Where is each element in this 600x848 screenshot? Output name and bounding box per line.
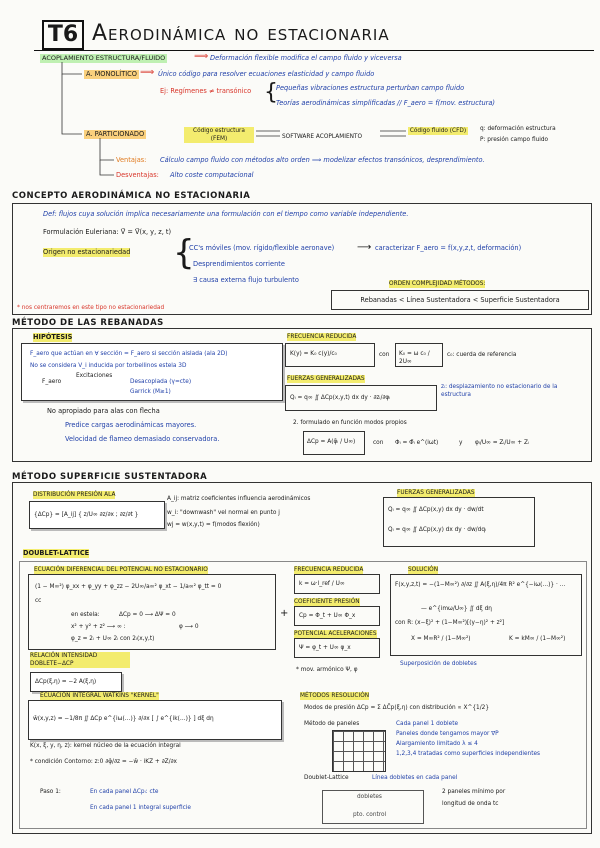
concept-title: CONCEPTO AERODINÁMICA NO ESTACIONARIA bbox=[12, 191, 251, 201]
order-box: Rebanadas < Línea Sustentadora < Superficie Sustentadora bbox=[331, 290, 589, 310]
plus-sign: + bbox=[280, 608, 289, 619]
f-aero-label: F_aero bbox=[42, 379, 62, 385]
pot-box bbox=[294, 638, 380, 658]
sol-2: — e^{imω/U∞} ∬ dξ dη bbox=[421, 606, 492, 612]
harm-note: * mov. armónico Ψ, φ bbox=[296, 667, 358, 673]
bullet-2: 2. formulado en función modos propios bbox=[293, 420, 407, 426]
m1: Modos de presión ΔCp = Σ ΔĈp(ξ,η) con distribución ∝ X^{1/2} bbox=[304, 705, 490, 711]
regimes-bullet-1: Pequeñas vibraciones estructura perturban campo fluido bbox=[276, 84, 465, 92]
advantages-label: Ventajas: bbox=[116, 156, 147, 164]
chapter-code: T6 bbox=[42, 20, 84, 50]
concept-box bbox=[12, 203, 592, 315]
hyp-box bbox=[21, 343, 283, 401]
paso-1-a: En cada panel ΔCpᵢ: cte bbox=[90, 789, 159, 795]
sol-3: con R: (x−ξ)² + (1−M∞²)[(y−η)² + z²] bbox=[395, 620, 505, 626]
relation-box bbox=[30, 672, 122, 692]
coef-box bbox=[294, 606, 380, 626]
pot-title: POTENCIAL ACELERACIONES bbox=[294, 631, 377, 637]
paso-1: Paso 1: bbox=[40, 789, 61, 795]
strips-note-3: Velocidad de flameo demasiado conservadora. bbox=[65, 435, 220, 443]
delta-cp: ΔCp = A(φ̄ᵢ / U∞) bbox=[307, 439, 356, 445]
delta-cp-box bbox=[303, 431, 365, 455]
aij-2: w_i: "downwash" vel normal en punto j bbox=[167, 510, 280, 516]
code-struct: Código estructura (FEM) bbox=[184, 127, 254, 143]
regimes-label: Ej: Regímenes ≠ transónico bbox=[160, 87, 252, 95]
m2: Método de paneles bbox=[304, 721, 360, 727]
concept-note: * nos centraremos en este tipo no estacionariedad bbox=[17, 305, 165, 311]
freq-k0-box bbox=[395, 343, 443, 367]
monolithic-desc: Único código para resolver ecuaciones elasticidad y campo fluido bbox=[158, 70, 375, 78]
relation-title: RELACIÓN INTENSIDAD DOBLETE−ΔCP bbox=[30, 652, 130, 668]
panel-grid bbox=[332, 730, 386, 772]
page-title: Aerodinámica no estacionaria bbox=[92, 21, 390, 46]
origin-1-arrow: ⟶ bbox=[357, 242, 372, 253]
watkins-eq: w̄(x,y,z) = −1/8π ∬ ΔCp e^{iω(…)} ∂/∂x [ ∫ e^{ik(…)} ] dξ dη bbox=[33, 716, 214, 722]
monolithic-arrow: ⟹ bbox=[140, 67, 155, 78]
concept-lagrangian: Formulación Euleriana: V⃗ = V⃗(x, y, z, t) bbox=[43, 228, 172, 236]
eq-formula: (1 − M∞²) φ_xx + φ_yy + φ_zz − 2U∞/a∞² φ_xt − 1/a∞² φ_tt = 0 bbox=[35, 584, 222, 590]
watkins-box bbox=[28, 700, 282, 740]
order-label: ORDEN COMPLEJIDAD MÉTODOS: bbox=[389, 281, 486, 287]
coef: Cp = Φ_t + U∞ Φ_x bbox=[299, 613, 356, 619]
eq-title: ECUACIÓN DIFERENCIAL DEL POTENCIAL NO ESTACIONARIO bbox=[34, 567, 208, 573]
eq-box bbox=[28, 574, 276, 650]
lift-q1: Qᵢ = q∞ ∬ ΔCp(x,y) dx dy · dw/dt bbox=[388, 507, 484, 513]
relation: ΔCp(ξ,η) = −2 A(ξ,η) bbox=[35, 679, 97, 685]
strips-note-2: Predice cargas aerodinámicas mayores. bbox=[65, 421, 197, 429]
lifting-box bbox=[12, 482, 592, 834]
aij-3: wj = w(x,y,t) = f(modos flexión) bbox=[167, 522, 260, 528]
sol-4: X = M∞R² / (1−M∞²) bbox=[411, 636, 471, 642]
lattice-sketch bbox=[322, 790, 424, 824]
phi-def: Φᵢ = Φ̄ᵢ e^(iωt) bbox=[395, 440, 439, 446]
methods-title: MÉTODOS RESOLUCIÓN bbox=[300, 693, 370, 699]
software-coupling: SOFTWARE ACOPLAMIENTO bbox=[282, 134, 363, 140]
lifting-title: MÉTODO SUPERFICIE SUSTENTADORA bbox=[12, 472, 208, 482]
strips-box bbox=[12, 328, 592, 462]
excitations-label: Excitaciones bbox=[76, 373, 113, 379]
peso-label: Desacoplada (γ=cte) bbox=[130, 379, 192, 385]
freq-title: FRECUENCIA REDUCIDA bbox=[287, 334, 357, 340]
origin-1: CC's móviles (mov. rígido/flexible aeronave) bbox=[189, 244, 335, 252]
dist-box bbox=[29, 501, 165, 529]
hyp-title: HIPÓTESIS bbox=[33, 333, 73, 341]
m3-a: Línea dobletes en cada panel bbox=[372, 775, 458, 781]
dl-freq-box bbox=[294, 574, 380, 594]
strips-with: con bbox=[373, 440, 384, 446]
doublet-box bbox=[19, 561, 587, 829]
partitioned-label: A. PARTICIONADO bbox=[86, 130, 145, 138]
q-definition: q: deformación estructura bbox=[480, 126, 556, 132]
header bbox=[34, 16, 594, 50]
eq-stat-1: ΔCp = 0 ⟶ ΔΨ = 0 bbox=[119, 612, 176, 618]
disadvantages-text: Alto coste computacional bbox=[170, 171, 254, 179]
strips-note-1: No apropiado para alas con flecha bbox=[47, 407, 160, 415]
freq-formula-box bbox=[285, 343, 375, 367]
title-underline bbox=[34, 50, 594, 51]
coef-title: COEFICIENTE PRESIÓN bbox=[294, 599, 360, 605]
coupling-arrow: ⟹ bbox=[194, 51, 209, 62]
phi-ratio: φᵢ/U∞ = Zᵢ/U∞ + Zᵢ bbox=[475, 440, 530, 446]
freq-formula: K(y) = K₀ c(y)/c₀ bbox=[290, 351, 337, 357]
origin-2: Desprendimientos corriente bbox=[193, 260, 285, 268]
dist-title: DISTRIBUCIÓN PRESIÓN ALA bbox=[33, 492, 116, 498]
z-definition: zᵢ: desplazamiento no estacionario de la estructura bbox=[441, 384, 558, 398]
panels-note-1: 2 paneles mínimo por bbox=[442, 789, 506, 795]
freq-k0: K₀ = ω c₀ / 2U∞ bbox=[399, 351, 430, 365]
origin-1-result: caracterizar F_aero = f(x,y,z,t, deformación) bbox=[375, 244, 522, 252]
eq-cc: cc bbox=[35, 598, 42, 604]
strips-and: y bbox=[459, 440, 463, 446]
m3: Doublet-Lattice bbox=[304, 775, 349, 781]
lift-q2: Qᵢ = q∞ ∬ ΔCp(x,y) dx dy · dw/dqᵢ bbox=[388, 527, 487, 533]
freq-with: con bbox=[379, 352, 390, 358]
sol-box bbox=[390, 574, 582, 656]
advantages-text: Cálculo campo fluido con métodos alto orden ⟹ modelizar efectos transónicos, desprendimiento. bbox=[160, 156, 485, 164]
regimes-bullet-2: Teorías aerodinámicas simplificadas // F_aero = f(mov. estructura) bbox=[276, 99, 495, 107]
sol-note: Superposición de dobletes bbox=[400, 661, 477, 667]
hyp-2: No se considera V_i inducida por torbellinos estela 3D bbox=[30, 363, 187, 369]
dist-formula: {ΔCp} = [A_ij] { z/U∞ ∂z/∂x ; ∂z/∂t } bbox=[34, 512, 139, 518]
origin-3: ∃ causa externa flujo turbulento bbox=[193, 276, 299, 284]
sol-5: K = kM∞ / (1−M∞²) bbox=[509, 636, 566, 642]
garrick-label: Garrick (M≥1) bbox=[130, 389, 171, 395]
sol-1: F(x,y,z,t) = −(1−M∞²) ∂/∂z ∬ A(ξ,η)/4π R² e^{−iω(…)} · … bbox=[395, 582, 566, 588]
origin-label: Origen no estacionariedad bbox=[43, 248, 131, 256]
hyp-1: F_aero que actúan en ∀ sección = F_aero si sección aislada (ala 2D) bbox=[30, 351, 228, 357]
lattice-dobletes: dobletes bbox=[357, 794, 382, 800]
sol-title: SOLUCIÓN bbox=[408, 567, 439, 573]
paso-1-b: En cada panel 1 integral superficie bbox=[90, 805, 191, 811]
lift-forces-box bbox=[383, 497, 535, 547]
origin-brace: { bbox=[173, 233, 195, 273]
regimes-brace: { bbox=[264, 80, 278, 105]
coupling-label: ACOPLAMIENTO ESTRUCTURA/FLUIDO bbox=[42, 54, 166, 62]
strips-title: MÉTODO DE LAS REBANADAS bbox=[12, 318, 164, 328]
freq-c0: c₀: cuerda de referencia bbox=[447, 352, 517, 358]
m2-d: 1,2,3,4 tratadas como superficies independientes bbox=[396, 751, 541, 757]
dl-freq-title: FRECUENCIA REDUCIDA bbox=[294, 567, 364, 573]
forces-box bbox=[285, 385, 437, 411]
concept-definition: Def: flujos cuya solución implica necesariamente una formulación con el tiempo como variable independiente. bbox=[43, 210, 409, 218]
doublet-title: DOUBLET-LATTICE bbox=[23, 549, 90, 557]
aij-1: A_ij: matriz coeficientes influencia aerodinámicos bbox=[167, 496, 311, 502]
panels-note-2: longitud de onda tc bbox=[442, 801, 499, 807]
eq-stat: en estela: bbox=[71, 612, 100, 618]
disadvantages-label: Desventajas: bbox=[116, 171, 159, 179]
p-definition: P: presión campo fluido bbox=[480, 137, 549, 143]
eq-stat-3: φ ⟶ 0 bbox=[179, 624, 199, 630]
forces-title: FUERZAS GENERALIZADAS bbox=[287, 376, 365, 382]
m2-b: Paneles donde tengamos mayor ∇P bbox=[396, 731, 499, 737]
forces-formula: Qᵢ = q∞ ∬ ΔCp(x,y,t) dx dy · ∂zᵢ/∂φᵢ bbox=[290, 395, 391, 401]
eq-stat-4: φ_z = 2ᵢ + U∞ 2ᵢ con 2ᵢ(x,y,t) bbox=[71, 636, 155, 642]
dl-freq: k = ω·l_ref / U∞ bbox=[299, 581, 345, 587]
m2-c: Alargamiento limitado λ ≤ 4 bbox=[396, 741, 478, 747]
contour: * condición Contorno: z:0 ∂φ̄/∂z = −w̄ · iKZ + ∂Z/∂x bbox=[30, 759, 177, 765]
lattice-control: pto. control bbox=[353, 812, 387, 818]
pot: Ψ = φ_t + U∞ φ_x bbox=[299, 645, 351, 651]
watkins-title: ECUACIÓN INTEGRAL WATKINS "KERNEL" bbox=[40, 693, 159, 699]
coupling-definition: Deformación flexible modifica el campo fluido y viceversa bbox=[210, 54, 402, 62]
kernel: K(x, ξ, y, η, z): kernel núcleo de la ecuación integral bbox=[30, 743, 181, 749]
monolithic-label: A. MONOLÍTICO bbox=[86, 70, 137, 78]
m2-a: Cada panel 1 doblete bbox=[396, 721, 459, 727]
code-fluid: Código fluido (CFD) bbox=[409, 128, 467, 134]
eq-stat-2: x² + y² + z² ⟶ ∞ : bbox=[71, 624, 126, 630]
lift-forces-title: FUERZAS GENERALIZADAS bbox=[397, 490, 475, 496]
